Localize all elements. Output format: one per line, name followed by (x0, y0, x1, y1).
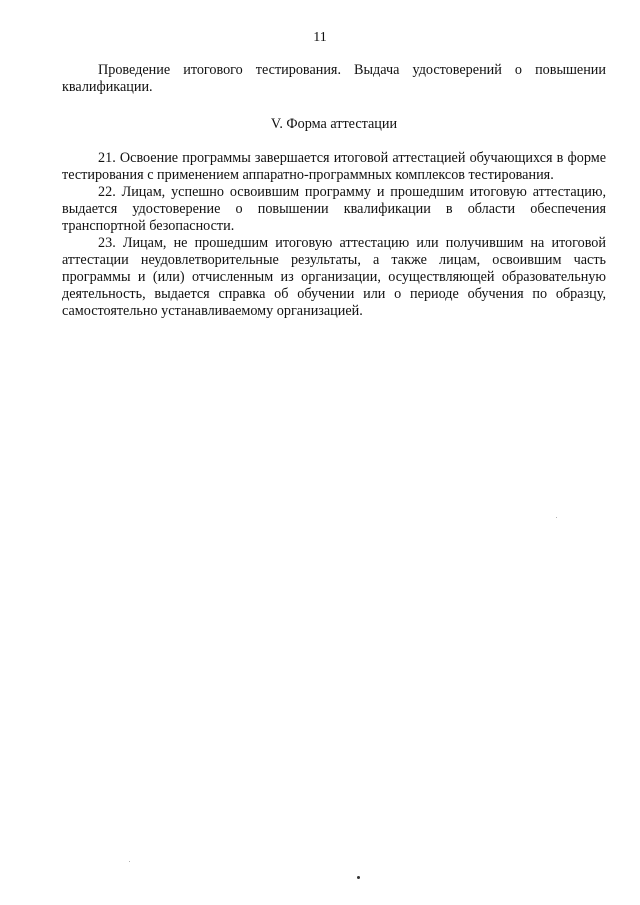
intro-paragraph: Проведение итогового тестирования. Выдача удостоверений о повышении квалификации. (62, 62, 606, 95)
scan-speck (129, 861, 130, 862)
page-number: 11 (313, 30, 327, 45)
scan-speck (556, 517, 557, 518)
intro-block (62, 62, 606, 96)
paragraph-21: 21. Освоение программы завершается итоговой аттестацией обучающихся в форме тестирования с применением аппаратно-программных комплексов тестирования. (62, 150, 606, 183)
section-heading: V. Форма аттестации (270, 116, 398, 132)
section-body (62, 150, 606, 320)
scan-speck (357, 876, 360, 879)
paragraph-22: 22. Лицам, успешно освоившим программу и прошедшим итоговую аттестацию, выдается удостоверение о повышении квалификации в области обеспечения транспортной безопасности. (62, 184, 606, 234)
paragraph-23: 23. Лицам, не прошедшим итоговую аттестацию или получившим на итоговой аттестации неудовлетворительные результаты, а также лицам, освоившим часть программы и (или) отчисленным из организации, осуществляющей образовательную деятельность, выдается справка об обучении или о периоде обучения по образцу, самостоятельно устанавливаемому организацией. (62, 235, 606, 319)
